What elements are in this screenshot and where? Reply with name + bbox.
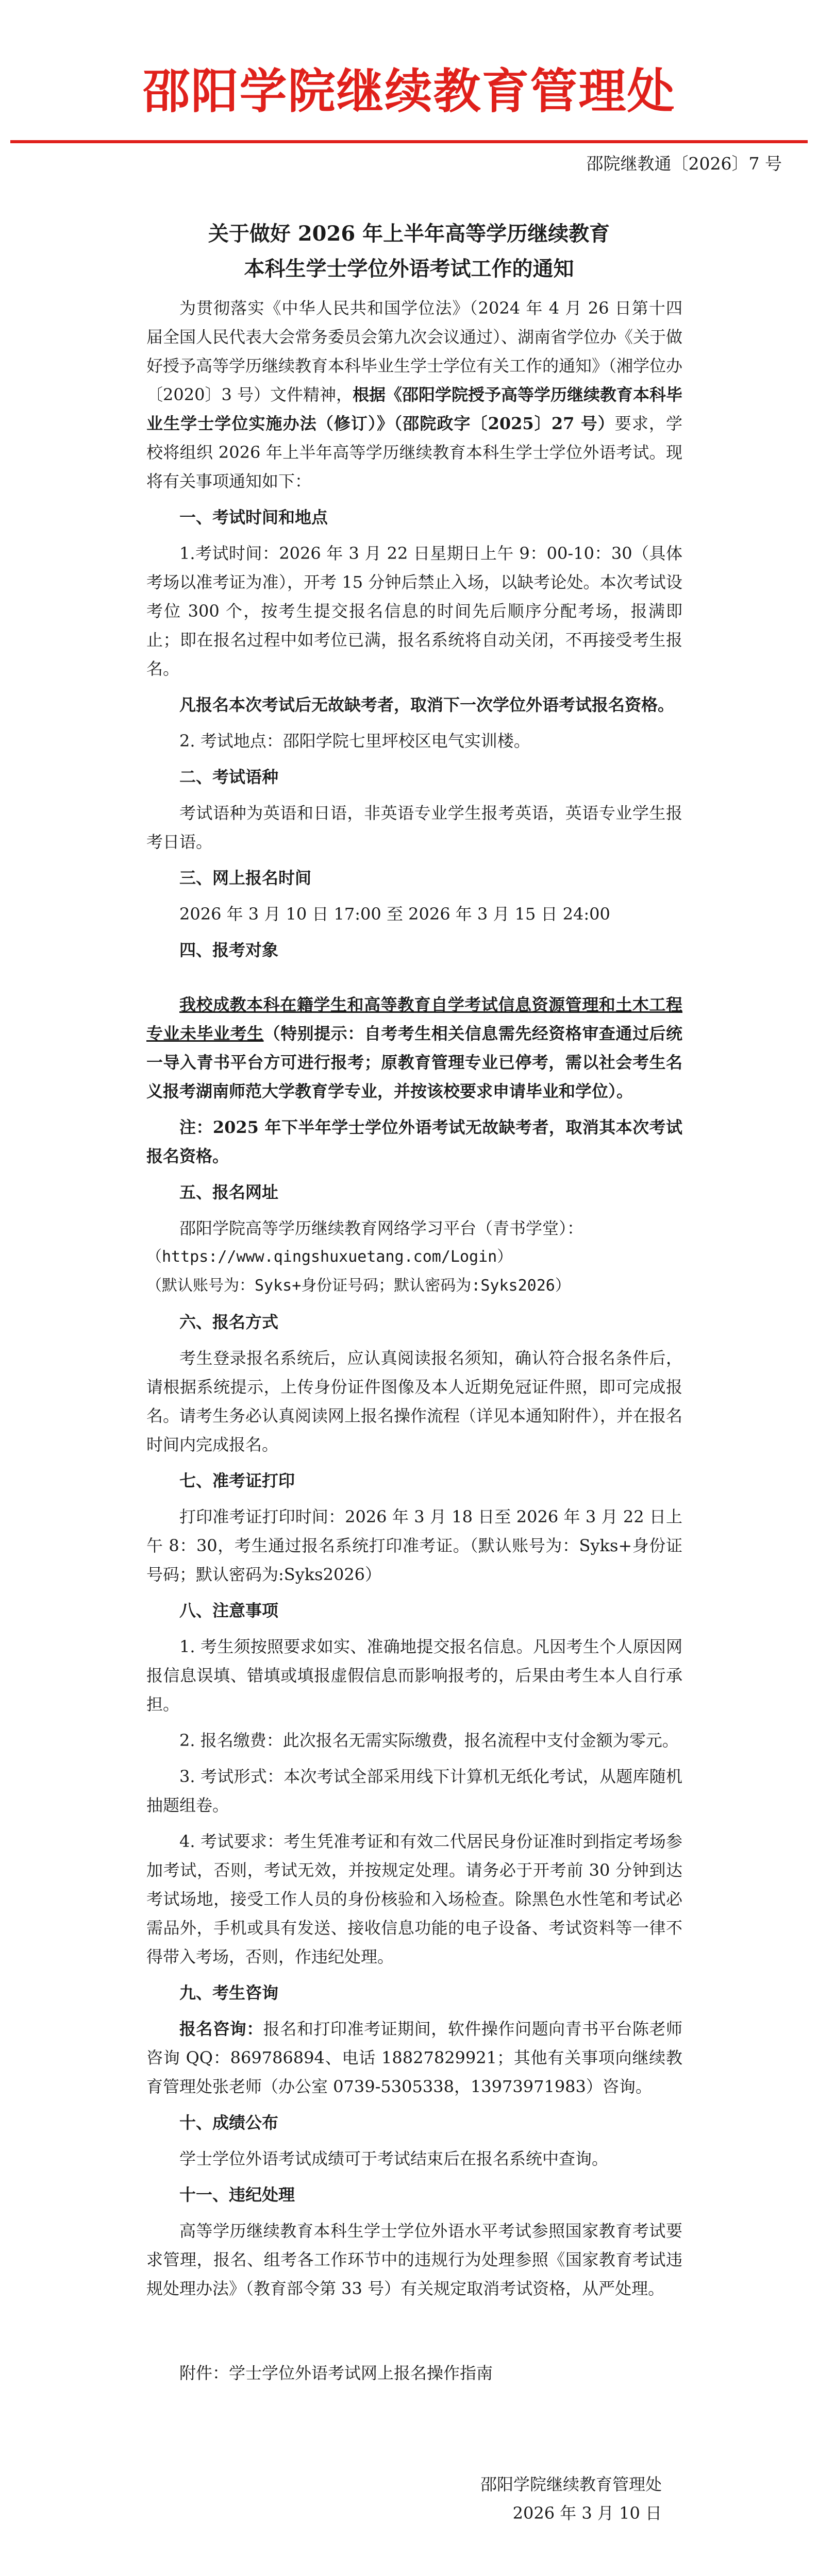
notice-title-line2: 本科生学士学位外语考试工作的通知	[244, 257, 574, 281]
document-number: 邵院继教通〔2026〕7 号	[586, 154, 782, 174]
eligibility-paragraph	[146, 990, 682, 1106]
section-10-heading: 十、成绩公布	[179, 2113, 279, 2132]
eligibility-tip: （特别提示：自考考生相关信息需先经资格审查通过后统一导入青书平台方可进行报考；原教育管理专业已停考，需以社会考生名义报考湖南师范大学教育学专业，并按该校要求申请毕业和学位）。	[146, 1024, 682, 1101]
section-4-heading: 四、报考对象	[179, 940, 279, 960]
notice-item-4: 4. 考试要求：考生凭准考证和有效二代居民身份证准时到指定考场参加考试，否则，考试无效，并按规定处理。请务必于开考前 30 分钟到达考试场地，接受工作人员的身份核验和入场检查。除黑色水性笔和考试必需品外，手机或具有发送、接收信息功能的电子设备、考试资料等一律不得带入考场，否则，作违纪处理。	[146, 1832, 682, 1967]
section-5-heading: 五、报名网址	[179, 1182, 279, 1202]
eligibility-underlined: 我校成教本科在籍学生和高等教育自学考试信息资源管理和土木工程专业未毕业考生	[146, 995, 682, 1043]
exam-time-paragraph: 1.考试时间：2026 年 3 月 22 日星期日上午 9：00-10：30（具体考场以准考证为准），开考 15 分钟后禁止入场，以缺考论处。本次考试设考位 300 个，按考生提交报名信息的时间先后顺序分配考场，报满即止；即在报名过程中如考位已满，报名系统将自动关闭，不再接受考生报名。	[146, 544, 682, 679]
registration-method-paragraph: 考生登录报名系统后，应认真阅读报名须知，确认符合报名条件后，请根据系统提示，上传身份证件图像及本人近期免冠证件照，即可完成报名。请考生务必认真阅读网上报名操作流程（详见本通知附件），并在报名时间内完成报名。	[146, 1348, 683, 1454]
signature-date: 2026 年 3 月 10 日	[512, 2503, 662, 2523]
notice-title-line1: 关于做好 2026 年上半年高等学历继续教育	[208, 222, 610, 246]
intro-bold-reference: 根据《邵阳学院授予高等学历继续教育本科毕业生学士学位实施办法（修订）》（邵院政字〔2025〕27 号）	[146, 385, 682, 433]
section-8-heading: 八、注意事项	[179, 1601, 279, 1620]
notice-item-3: 3. 考试形式：本次考试全部采用线下计算机无纸化考试，从题库随机抽题组卷。	[146, 1767, 682, 1815]
score-release-paragraph: 学士学位外语考试成绩可于考试结束后在报名系统中查询。	[179, 2149, 609, 2168]
signature-organization: 邵阳学院继续教育管理处	[480, 2475, 662, 2494]
platform-name: 邵阳学院高等学历继续教育网络学习平台（青书学堂）：	[179, 1218, 584, 1238]
notice-item-1: 1. 考生须按照要求如实、准确地提交报名信息。凡因考生个人原因网报信息误填、错填或填报虚假信息而影响报考的，后果由考生本人自行承担。	[146, 1637, 682, 1714]
consultation-paragraph: 报名咨询：报名和打印准考证期间，软件操作问题向青书平台陈老师咨询 QQ：869786894、电话 18827829921；其他有关事项向继续教育管理处张老师（办公室 0739-5305338，13973971983）咨询。	[146, 2019, 682, 2096]
admission-ticket-paragraph: 打印准考证打印时间：2026 年 3 月 18 日至 2026 年 3 月 22 日上午 8：30，考生通过报名系统打印准考证。（默认账号为：Syks+身份证号码；默认密码为:Syks2026）	[146, 1507, 682, 1584]
section-11-heading: 十一、违纪处理	[179, 2185, 295, 2205]
section-6-heading: 六、报名方式	[179, 1312, 279, 1332]
section-9-heading: 九、考生咨询	[179, 1983, 279, 2003]
section-7-heading: 七、准考证打印	[179, 1471, 295, 1490]
registration-time-paragraph: 2026 年 3 月 10 日 17:00 至 2026 年 3 月 15 日 24:00	[179, 904, 610, 924]
exam-language-paragraph: 考试语种为英语和日语，非英语专业学生报考英语，英语专业学生报考日语。	[146, 803, 682, 852]
attachment-line: 附件：学士学位外语考试网上报名操作指南	[179, 2363, 493, 2383]
notice-item-2: 2. 报名缴费：此次报名无需实际缴费，报名流程中支付金额为零元。	[179, 1731, 679, 1750]
exam-location-paragraph: 2. 考试地点：邵阳学院七里坪校区电气实训楼。	[179, 731, 530, 751]
masthead-divider	[10, 140, 808, 143]
violation-paragraph: 高等学历继续教育本科生学士学位外语水平考试参照国家教育考试要求管理，报名、组考各工作环节中的违规行为处理参照《国家教育考试违规处理办法》（教育部令第 33 号）有关规定取消考试资格，从严处理。	[146, 2221, 682, 2298]
section-3-heading: 三、网上报名时间	[179, 868, 312, 888]
absence-warning: 凡报名本次考试后无故缺考者，取消下一次学位外语考试报名资格。	[179, 695, 675, 715]
eligibility-note: 注：2025 年下半年学士学位外语考试无故缺考者，取消其本次考试报名资格。	[146, 1117, 682, 1166]
consultation-label: 报名咨询：	[179, 2019, 263, 2039]
masthead-title: 邵阳学院继续教育管理处	[142, 64, 676, 119]
section-1-heading: 一、考试时间和地点	[179, 507, 328, 527]
default-account-info: （默认账号为：Syks+身份证号码；默认密码为:Syks2026）	[146, 1277, 571, 1295]
registration-url-link[interactable]: （https://www.qingshuxuetang.com/Login）	[146, 1248, 513, 1266]
section-2-heading: 二、考试语种	[179, 767, 279, 787]
notice-body	[146, 294, 682, 2528]
intro-paragraph: 为贯彻落实《中华人民共和国学位法》（2024 年 4 月 26 日第十四届全国人民代表大会常务委员会第九次会议通过）、湖南省学位办《关于做好授予高等学历继续教育本科毕业生学士学位有关工作的通知》（湘学位办〔2020〕3 号）文件精神，根据《邵阳学院授予高等学历继续教育本科毕业生学士学位实施办法（修订）》（邵院政字〔2025〕27 号）要求，学校将组织 2026 年上半年高等学历继续教育本科生学士学位外语考试。现将有关事项通知如下：	[146, 298, 683, 491]
